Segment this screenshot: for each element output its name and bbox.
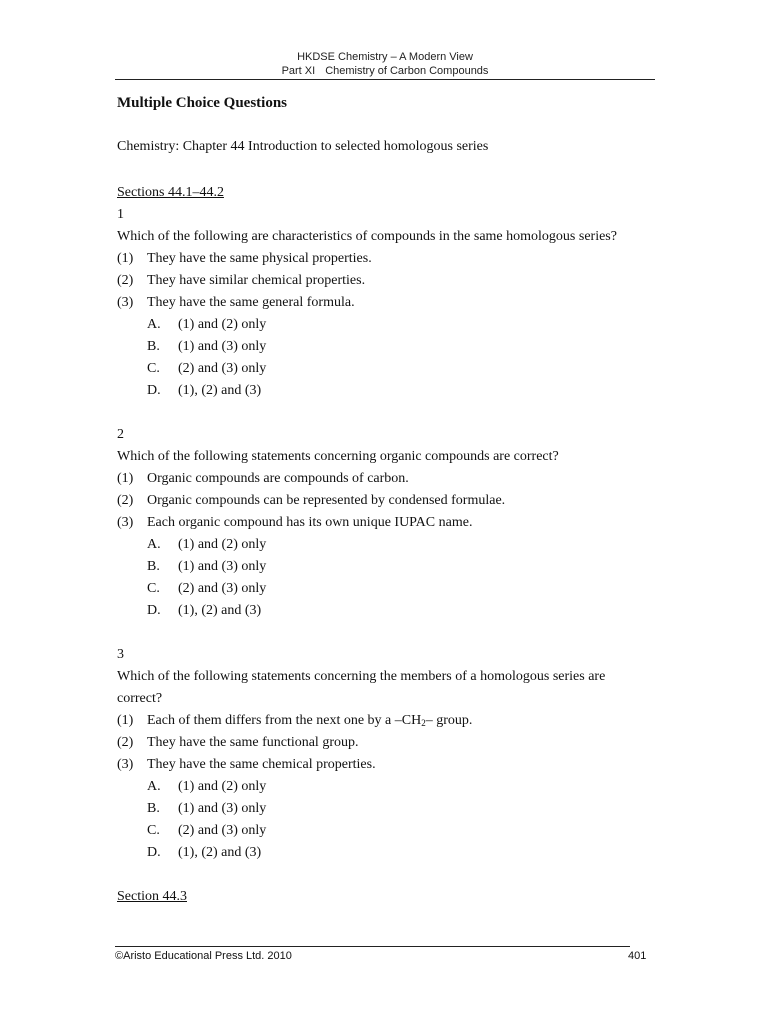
section-heading: Sections 44.1–44.2 xyxy=(117,185,224,200)
option-b xyxy=(117,556,637,578)
copyright-notice: ©Aristo Educational Press Ltd. 2010 xyxy=(115,950,292,962)
statement-text: They have similar chemical properties. xyxy=(147,273,366,288)
option-d xyxy=(117,600,637,622)
footer-rule xyxy=(115,946,630,947)
option-text: (2) and (3) only xyxy=(178,361,267,376)
option-text: (1), (2) and (3) xyxy=(178,383,262,398)
statement-number: (2) xyxy=(117,735,134,750)
option-letter: A. xyxy=(147,537,161,552)
spacer xyxy=(117,402,637,424)
statement-number: (2) xyxy=(117,493,134,508)
option-letter: C. xyxy=(147,581,160,596)
part-title: Chemistry of Carbon Compounds xyxy=(325,65,489,77)
statement-2 xyxy=(117,490,637,512)
option-c xyxy=(117,578,637,600)
statement-3 xyxy=(117,512,637,534)
statement-text: They have the same physical properties. xyxy=(147,251,372,266)
statement-text: They have the same functional group. xyxy=(147,735,359,750)
option-text: (1) and (2) only xyxy=(178,537,267,552)
statement-2 xyxy=(117,270,637,292)
option-text: (2) and (3) only xyxy=(178,823,267,838)
option-letter: A. xyxy=(147,779,161,794)
statement-number: (2) xyxy=(117,273,134,288)
statement-text: They have the same general formula. xyxy=(147,295,355,310)
option-c xyxy=(117,820,637,842)
page-title: Multiple Choice Questions xyxy=(117,95,288,111)
question-number: 1 xyxy=(117,207,124,222)
option-d xyxy=(117,380,637,402)
option-a xyxy=(117,314,637,336)
option-a xyxy=(117,534,637,556)
book-title: HKDSE Chemistry – A Modern View xyxy=(297,51,473,63)
header-rule xyxy=(115,79,655,80)
option-letter: B. xyxy=(147,559,160,574)
question-stem: Which of the following statements concerning the members of a homologous series are correct? xyxy=(117,669,606,706)
statement-text: Each of them differs from the next one by a –CH xyxy=(147,713,422,728)
option-b xyxy=(117,336,637,358)
question-number: 3 xyxy=(117,647,124,662)
running-header xyxy=(115,50,655,78)
option-letter: C. xyxy=(147,361,160,376)
page-number: 401 xyxy=(628,950,647,962)
option-letter: D. xyxy=(147,383,161,398)
option-text: (1) and (3) only xyxy=(178,339,267,354)
section-heading: Section 44.3 xyxy=(117,889,187,904)
option-letter: D. xyxy=(147,603,161,618)
statement-number: (1) xyxy=(117,251,134,266)
option-text: (1) and (2) only xyxy=(178,317,267,332)
chapter-title: Chemistry: Chapter 44 Introduction to selected homologous series xyxy=(117,139,489,154)
statement-number: (3) xyxy=(117,295,134,310)
questions-body xyxy=(117,182,637,908)
statement-1 xyxy=(117,248,637,270)
statement-1 xyxy=(117,710,637,732)
option-c xyxy=(117,358,637,380)
part-line xyxy=(115,64,655,78)
statement-text: They have the same chemical properties. xyxy=(147,757,376,772)
option-letter: B. xyxy=(147,801,160,816)
option-b xyxy=(117,798,637,820)
statement-number: (3) xyxy=(117,757,134,772)
statement-text: Organic compounds can be represented by condensed formulae. xyxy=(147,493,506,508)
option-text: (1), (2) and (3) xyxy=(178,845,262,860)
question-number: 2 xyxy=(117,427,124,442)
option-a xyxy=(117,776,637,798)
option-text: (1) and (3) only xyxy=(178,559,267,574)
statement-number: (1) xyxy=(117,471,134,486)
option-d xyxy=(117,842,637,864)
statement-3 xyxy=(117,754,637,776)
part-number: Part XI xyxy=(281,65,316,77)
question-stem: Which of the following are characteristics of compounds in the same homologous series? xyxy=(117,229,617,244)
statement-1 xyxy=(117,468,637,490)
statement-3 xyxy=(117,292,637,314)
option-letter: C. xyxy=(147,823,160,838)
option-text: (2) and (3) only xyxy=(178,581,267,596)
statement-number: (1) xyxy=(117,713,134,728)
option-letter: B. xyxy=(147,339,160,354)
question-stem: Which of the following statements concerning organic compounds are correct? xyxy=(117,449,559,464)
question-2 xyxy=(117,424,637,622)
statement-number: (3) xyxy=(117,515,134,530)
option-letter: A. xyxy=(147,317,161,332)
statement-2 xyxy=(117,732,637,754)
option-letter: D. xyxy=(147,845,161,860)
option-text: (1) and (2) only xyxy=(178,779,267,794)
question-3 xyxy=(117,644,637,864)
option-text: (1) and (3) only xyxy=(178,801,267,816)
option-text: (1), (2) and (3) xyxy=(178,603,262,618)
question-1 xyxy=(117,204,637,402)
spacer xyxy=(117,622,637,644)
statement-text-end: – group. xyxy=(425,713,473,728)
subscript: 2 xyxy=(421,718,426,728)
spacer xyxy=(117,864,637,886)
statement-text: Each organic compound has its own unique IUPAC name. xyxy=(147,515,473,530)
statement-text: Organic compounds are compounds of carbon. xyxy=(147,471,409,486)
